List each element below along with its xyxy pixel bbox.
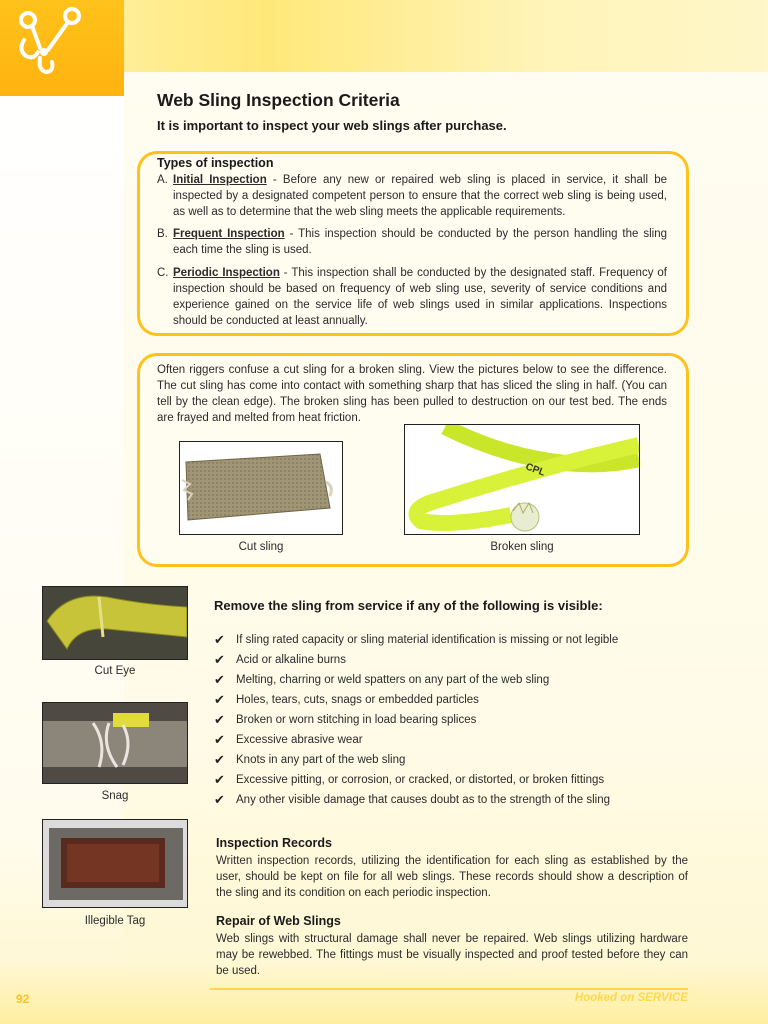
comparison-text: Often riggers confuse a cut sling for a broken sling. View the pictures below to see the difference. The cut sling has come into contact with something sharp that has sliced the sling in half. (You can tell by the clean edge). The broken sling has been pulled to destruction on our test bed. The ends are frayed and melted from heat friction. [157, 364, 667, 424]
broken-sling-photo [404, 424, 640, 535]
list-item: ✔ Holes, tears, cuts, snags or embedded particles [214, 690, 684, 710]
inspection-item-a [157, 172, 667, 220]
item-letter: A. [157, 174, 168, 186]
records-heading: Inspection Records [216, 836, 332, 850]
remove-checklist [214, 630, 684, 810]
inspection-item-b [157, 226, 667, 258]
item-keyword: Periodic Inspection [173, 267, 280, 279]
broken-sling-image [405, 425, 639, 534]
list-item: ✔ Knots in any part of the web sling [214, 750, 684, 770]
illegible-tag-photo [42, 819, 188, 908]
list-item: ✔ Melting, charring or weld spatters on any part of the web sling [214, 670, 684, 690]
page-title: Web Sling Inspection Criteria [157, 90, 400, 110]
types-heading: Types of inspection [157, 156, 274, 170]
illegible-tag-caption: Illegible Tag [84, 915, 146, 927]
item-letter: C. [157, 267, 169, 279]
item-text: - This inspection shall be conducted by the designated staff. Frequency of inspection should be based on frequency of web sling use, severity of service conditions and experience gained on the service life of web slings used in similar applications. Inspections should be conducted at least annually. [173, 267, 668, 327]
repair-text: Web slings with structural damage shall never be repaired. Web slings utilizing hardware may be rewebbed. The fittings must be visually inspected and proof tested before they can be used. [216, 933, 688, 977]
check-icon: ✔ [214, 772, 225, 787]
list-item: ✔ Any other visible damage that causes doubt as to the strength of the sling [214, 790, 684, 810]
check-icon: ✔ [214, 672, 225, 687]
cut-eye-caption: Cut Eye [94, 665, 136, 677]
check-icon: ✔ [214, 712, 225, 727]
list-item: ✔ Excessive pitting, or corrosion, or cracked, or distorted, or broken fittings [214, 770, 684, 790]
remove-heading: Remove the sling from service if any of the following is visible: [214, 598, 603, 613]
inspection-item-c [157, 265, 667, 329]
logo-box [0, 0, 124, 96]
item-text: - Before any new or repaired web sling is placed in service, it shall be inspected by a designated competent person to ensure that the correct web sling is being used, as well as to determine that the web sling meets the applicable requirements. [173, 174, 668, 218]
check-icon: ✔ [214, 652, 225, 667]
check-icon: ✔ [214, 632, 225, 647]
footer-tagline: Hooked on SERVICE [574, 992, 688, 1004]
cut-sling-image [180, 442, 342, 534]
snag-caption: Snag [101, 790, 129, 802]
item-text: - This inspection should be conducted by the person handling the sling each time the sling is used. [173, 228, 667, 256]
check-icon: ✔ [214, 732, 225, 747]
check-icon: ✔ [214, 692, 225, 707]
cut-sling-photo [179, 441, 343, 535]
cut-sling-caption: Cut sling [238, 541, 284, 553]
records-text: Written inspection records, utilizing the identification for each sling as established by the user, should be kept on file for all web slings. These records should show a description of the sling and its condition on each periodic inspection. [216, 855, 688, 899]
item-letter: B. [157, 228, 168, 240]
list-item: ✔ Acid or alkaline burns [214, 650, 684, 670]
page-subtitle: It is important to inspect your web slings after purchase. [157, 118, 507, 133]
item-keyword: Frequent Inspection [173, 228, 285, 240]
sling-label-text: CPL [523, 461, 547, 479]
list-item: ✔ If sling rated capacity or sling material identification is missing or not legible [214, 630, 684, 650]
list-item: ✔ Broken or worn stitching in load bearing splices [214, 710, 684, 730]
page-number: 92 [16, 992, 30, 1006]
cut-eye-photo [42, 586, 188, 660]
repair-heading: Repair of Web Slings [216, 914, 341, 928]
snag-photo [42, 702, 188, 784]
footer-rule [210, 988, 688, 990]
broken-sling-caption: Broken sling [490, 541, 554, 553]
check-icon: ✔ [214, 792, 225, 807]
hook-logo-icon [0, 0, 124, 96]
check-icon: ✔ [214, 752, 225, 767]
list-item: ✔ Excessive abrasive wear [214, 730, 684, 750]
item-keyword: Initial Inspection [173, 174, 267, 186]
